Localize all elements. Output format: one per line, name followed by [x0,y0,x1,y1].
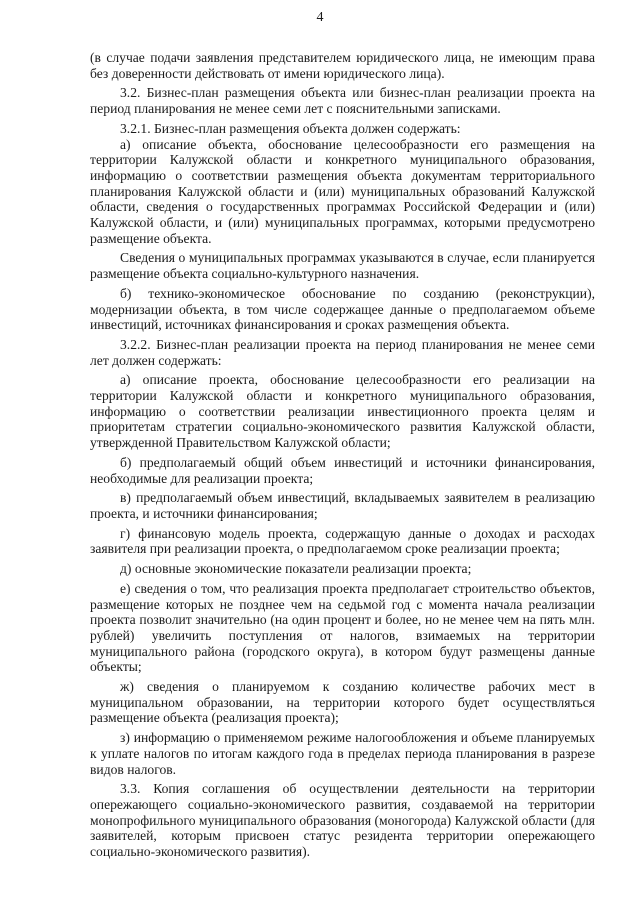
paragraph-3-2-2-zh: ж) сведения о планируемом к созданию количестве рабочих мест в муниципальном образовании, на территории которого будет осуществляться размещение объекта (реализация проекта); [90,679,595,726]
paragraph-3-2-2-b: б) предполагаемый общий объем инвестиций и источники финансирования, необходимые для реализации проекта; [90,454,595,486]
page-number: 4 [316,10,324,25]
paragraph-3-2-2-d: д) основные экономические показатели реализации проекта; [120,561,472,577]
paragraph-3-2-2-v: в) предполагаемый объем инвестиций, вкладываемых заявителем в реализацию проекта, и источники финансирования; [90,490,595,521]
paragraph-continuation: (в случае подачи заявления представителем юридического лица, не имеющим права без доверенности действовать от имени юридического лица). [90,50,595,81]
paragraph-3-2-2-a: а) описание проекта, обоснование целесообразности его реализации на территории Калужской области и конкретного муниципального образования, информацию о соответствии реализации инвестиционного проекта целям и приоритетам стратегии социально-экономического развития Калужской области, утвержденной Правительством Калужской области; [90,372,595,451]
paragraph-3-2-2-e: е) сведения о том, что реализация проекта предполагает строительство объектов, размещение которых не позднее чем на седьмой год с момента начала реализации проекта позволит значительно (на один процент и более, но не менее чем на пять млн. рублей) увеличить поступления от налогов, взимаемых на территории муниципального района (городского округа), в котором будут размещены данные объекты; [90,580,595,675]
paragraph-municipal-programs: Сведения о муниципальных программах указываются в случае, если планируется размещение объекта социально-культурного назначения. [90,250,595,282]
paragraph-3-2-2-g: г) финансовую модель проекта, содержащую данные о доходах и расходах заявителя при реализации проекта, о предполагаемом сроке реализации проекта; [90,525,595,557]
paragraph-3-3: 3.3. Копия соглашения об осуществлении деятельности на территории опережающего социально-экономического развития, создаваемой на территории монопрофильного муниципального образования (моногорода) Калужской области (для заявителей, которым присвоен статус резидента территории опережающего социально-экономического развития). [90,781,595,860]
paragraph-3-2: 3.2. Бизнес-план размещения объекта или бизнес-план реализации проекта на период планирования не менее семи лет с пояснительными записками. [90,85,595,117]
paragraph-3-2-1: 3.2.1. Бизнес-план размещения объекта должен содержать: [120,120,461,136]
document-body [90,50,595,864]
paragraph-3-2-1-b: б) технико-экономическое обоснование по созданию (реконструкции), модернизации объекта, в том числе содержащее данные о предполагаемом объеме инвестиций, источниках финансирования и сроках размещения объекта. [90,285,595,333]
paragraph-3-2-2-z: з) информацию о применяемом режиме налогообложения и объеме планируемых к уплате налогов по итогам каждого года в пределах периода планирования в разрезе видов налогов. [90,730,595,777]
paragraph-3-2-2: 3.2.2. Бизнес-план реализации проекта на период планирования не менее семи лет должен содержать: [90,336,595,368]
paragraph-3-2-1-a: а) описание объекта, обоснование целесообразности его размещения на территории Калужской области и конкретного муниципального образования, информацию о соответствии размещения объекта документам территориального планирования Калужской области и (или) муниципальных образований Калужской области, сведения о государственных программах Российской Федерации и (или) Калужской области, и (или) муниципальных программах, которыми предусмотрено размещение объекта. [90,136,595,246]
